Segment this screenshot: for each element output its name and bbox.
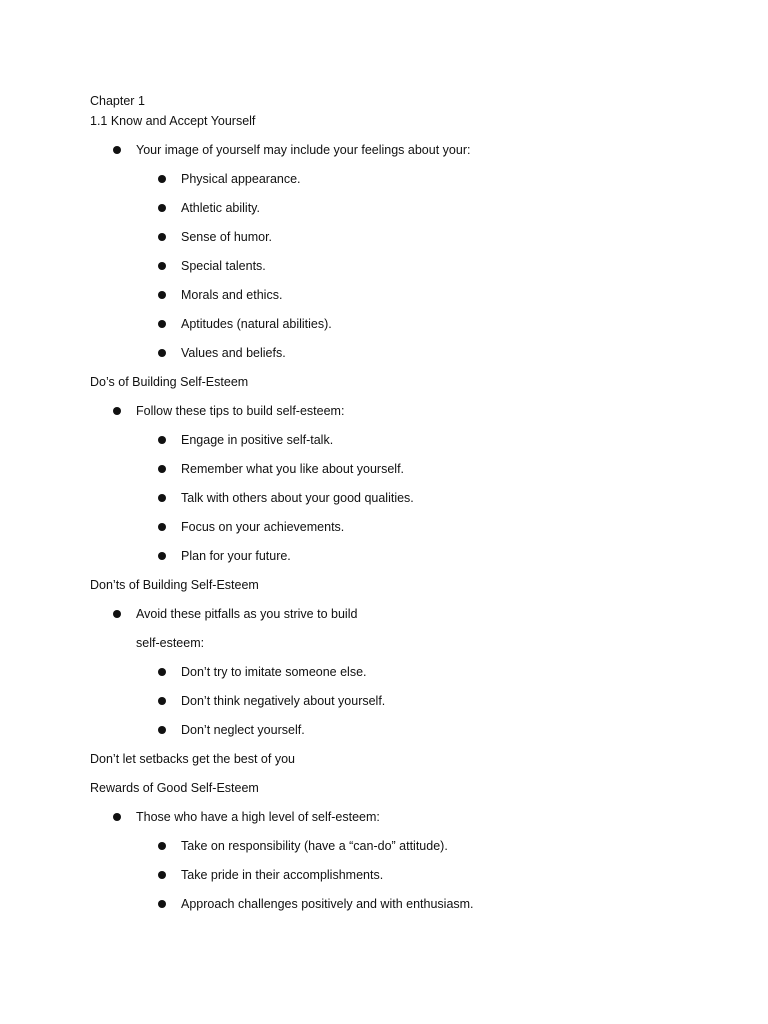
list-item [90,896,710,925]
list-item [90,287,710,316]
dos-heading [90,374,710,403]
bullet-icon [158,552,166,560]
list-item [90,229,710,258]
list-item [90,432,710,461]
chapter-title [90,93,710,113]
list-item [90,722,710,751]
bullet-icon [113,146,121,154]
bullet-icon [158,204,166,212]
bullet-icon [113,610,121,618]
list-item-text: Special talents. [181,259,266,273]
list-item-text: Athletic ability. [181,201,260,215]
dos-intro-text: Follow these tips to build self-esteem: [136,404,345,418]
list-item-text: Physical appearance. [181,172,301,186]
list-item [90,838,710,867]
bullet-icon [158,465,166,473]
section-title-text: 1.1 Know and Accept Yourself [90,114,256,128]
bullet-icon [158,436,166,444]
list-item [90,345,710,374]
rewards-intro-bullet [90,809,710,838]
chapter-title-text: Chapter 1 [90,94,145,108]
bullet-icon [113,813,121,821]
bullet-icon [158,262,166,270]
bullet-icon [158,871,166,879]
document-body [90,93,710,925]
list-item [90,548,710,577]
list-item-text: Talk with others about your good qualities. [181,491,414,505]
dos-heading-text: Do’s of Building Self-Esteem [90,375,249,389]
list-item [90,867,710,896]
list-item-text: Take on responsibility (have a “can-do” attitude). [181,839,448,853]
donts-intro-bullet [90,606,710,635]
bullet-icon [158,494,166,502]
bullet-icon [158,175,166,183]
bullet-icon [158,697,166,705]
donts-intro-text: Avoid these pitfalls as you strive to build [136,607,358,621]
rewards-intro-text: Those who have a high level of self-esteem: [136,810,380,824]
bullet-icon [158,523,166,531]
list-item [90,664,710,693]
list-item [90,316,710,345]
donts-heading [90,577,710,606]
list-item [90,519,710,548]
setbacks-heading [90,751,710,780]
list-item [90,490,710,519]
bullet-icon [158,900,166,908]
list-item [90,461,710,490]
bullet-icon [113,407,121,415]
bullet-icon [158,291,166,299]
list-item-text: Approach challenges positively and with enthusiasm. [181,897,474,911]
list-item-text: Values and beliefs. [181,346,286,360]
bullet-icon [158,726,166,734]
list-item-text: Remember what you like about yourself. [181,462,405,476]
bullet-icon [158,320,166,328]
list-item [90,171,710,200]
self-image-intro-bullet [90,142,710,171]
donts-intro-text-continued: self-esteem: [136,636,205,650]
bullet-icon [158,233,166,241]
list-item-text: Engage in positive self-talk. [181,433,334,447]
self-image-intro-text: Your image of yourself may include your feelings about your: [136,143,471,157]
list-item [90,258,710,287]
list-item-text: Don’t think negatively about yourself. [181,694,386,708]
list-item [90,200,710,229]
dos-intro-bullet [90,403,710,432]
setbacks-heading-text: Don’t let setbacks get the best of you [90,752,295,766]
rewards-heading [90,780,710,809]
list-item-text: Don’t try to imitate someone else. [181,665,367,679]
list-item-text: Sense of humor. [181,230,273,244]
bullet-icon [158,842,166,850]
list-item [90,693,710,722]
list-item-text: Aptitudes (natural abilities). [181,317,332,331]
bullet-icon [158,668,166,676]
rewards-heading-text: Rewards of Good Self-Esteem [90,781,259,795]
list-item-text: Morals and ethics. [181,288,283,302]
list-item-text: Take pride in their accomplishments. [181,868,384,882]
section-title [90,113,710,142]
bullet-icon [158,349,166,357]
list-item-text: Don’t neglect yourself. [181,723,305,737]
donts-heading-text: Don’ts of Building Self-Esteem [90,578,259,592]
list-item-text: Plan for your future. [181,549,291,563]
donts-intro-continuation [90,635,710,664]
list-item-text: Focus on your achievements. [181,520,345,534]
